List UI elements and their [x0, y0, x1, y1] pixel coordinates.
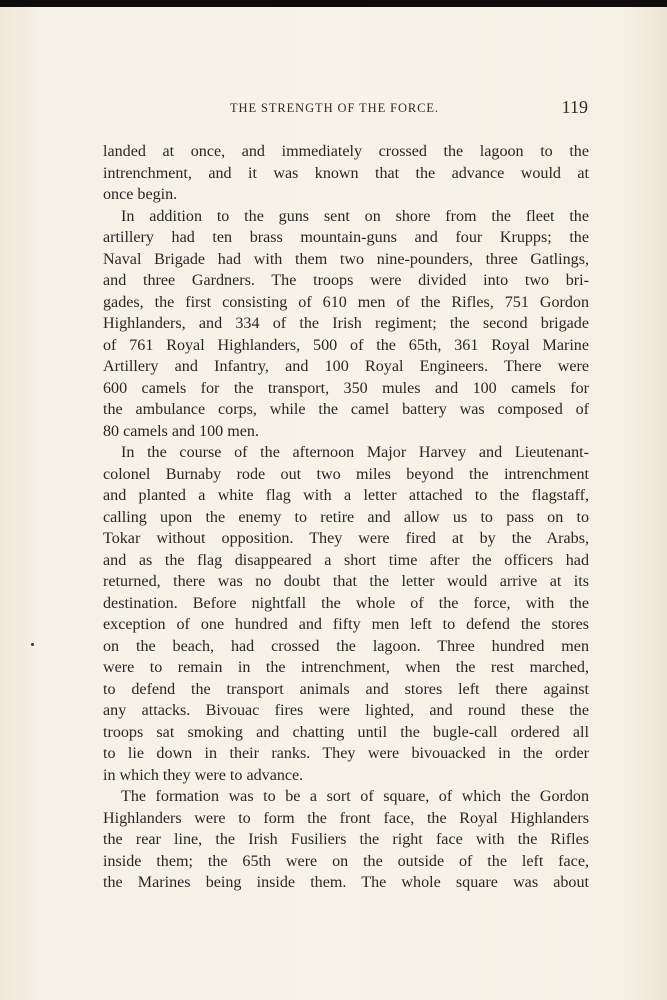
body-text — [103, 141, 589, 894]
text-line: In addition to the guns sent on shore from the fleet the — [121, 207, 589, 225]
text-line: calling upon the enemy to retire and allow us to pass on to — [103, 508, 589, 526]
text-line: the rear line, the Irish Fusiliers the right face with the Rifles — [103, 831, 589, 848]
margin-speck — [31, 643, 34, 646]
text-line: in which they were to advance. — [103, 766, 304, 784]
text-line: landed at once, and immediately crossed the lagoon to the — [103, 143, 589, 160]
text-line: 600 camels for the transport, 350 mules and 100 camels for — [103, 379, 589, 397]
text-line: of 761 Royal Highlanders, 500 of the 65th, 361 Royal Marine — [103, 336, 589, 354]
text-line: the Marines being inside them. The whole square was about — [103, 874, 589, 891]
text-line: 80 camels and 100 men. — [103, 422, 259, 440]
text-line: were to remain in the intrenchment, when the rest marched, — [103, 659, 589, 676]
text-line: any attacks. Bivouac fires were lighted, and round these the — [103, 702, 589, 719]
scan-top-edge — [0, 0, 667, 7]
text-line: exception of one hundred and fifty men left to defend the stores — [103, 616, 589, 633]
text-line: destination. Before nightfall the whole of the force, with the — [103, 594, 589, 612]
text-line: colonel Burnaby rode out two miles beyond the intrenchment — [103, 465, 589, 483]
text-line: to lie down in their ranks. They were bivouacked in the order — [103, 745, 589, 762]
text-line: to defend the transport animals and stores left there against — [103, 680, 589, 698]
text-line: intrenchment, and it was known that the advance would at — [103, 164, 589, 182]
text-line: Highlanders were to form the front face, the Royal Highlanders — [103, 809, 589, 827]
text-line: inside them; the 65th were on the outside of the left face, — [103, 852, 589, 870]
text-line: on the beach, had crossed the lagoon. Three hundred men — [103, 637, 589, 655]
text-line: once begin. — [103, 186, 178, 203]
running-title: THE STRENGTH OF THE FORCE. — [230, 101, 439, 115]
text-line: troops sat smoking and chatting until the bugle-call ordered all — [103, 723, 589, 741]
text-line: The formation was to be a sort of square, of which the Gordon — [121, 788, 589, 805]
text-line: Highlanders, and 334 of the Irish regiment; the second brigade — [103, 315, 589, 332]
text-line: Tokar without opposition. They were fired at by the Arabs, — [103, 530, 589, 547]
text-line: and as the flag disappeared a short time after the officers had — [103, 551, 589, 569]
text-line: and three Gardners. The troops were divided into two bri- — [103, 272, 589, 289]
running-head — [103, 97, 589, 121]
text-line: the ambulance corps, while the camel battery was composed of — [103, 401, 589, 418]
text-line: gades, the first consisting of 610 men of the Rifles, 751 Gordon — [103, 293, 589, 311]
text-line: In the course of the afternoon Major Harvey and Lieutenant- — [121, 444, 589, 461]
text-line: and planted a white flag with a letter attached to the flagstaff, — [103, 487, 589, 504]
book-page — [0, 7, 667, 1000]
text-line: Artillery and Infantry, and 100 Royal Engineers. There were — [103, 358, 589, 375]
text-line: Naval Brigade had with them two nine-pounders, three Gatlings, — [103, 250, 589, 268]
text-line: returned, there was no doubt that the letter would arrive at its — [103, 573, 589, 590]
page-number: 119 — [561, 97, 588, 117]
text-line: artillery had ten brass mountain-guns and four Krupps; the — [103, 229, 589, 246]
